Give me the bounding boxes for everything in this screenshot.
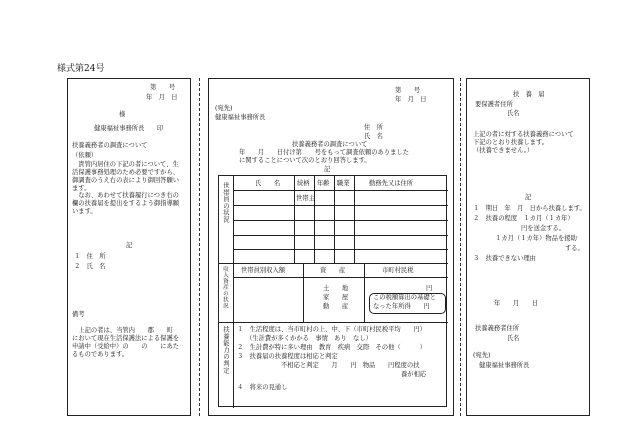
- asset-movable: 動 産: [323, 303, 349, 310]
- remarks-label: 備考: [72, 311, 85, 318]
- household-section-label: 世帯員の状況: [221, 182, 229, 223]
- reply-title: 扶養義務者の調査について: [292, 141, 368, 148]
- judgment-3c: 養が相応: [401, 371, 427, 378]
- request-panel: [67, 78, 191, 416]
- reply-to-label: (宛先): [215, 105, 233, 112]
- request-item-name: ２ 氏 名: [74, 263, 106, 270]
- addressee-suffix: 様: [119, 111, 126, 118]
- head-of-household: 世帯主: [296, 195, 315, 202]
- income-section-label: 収入資産の状況: [221, 266, 228, 309]
- asset-house: 家 屋: [323, 294, 349, 301]
- column-name: 氏 名: [255, 180, 281, 187]
- cut-line-right: [460, 78, 461, 416]
- reply-body-2: に関することについて次のとおり回答します。: [239, 157, 371, 164]
- column-relation: 続柄: [297, 180, 310, 187]
- judgment-section-label: 扶養能力の判定: [221, 326, 229, 374]
- remarks-text: 上記の者は、当管内 郡 町 において現在生活保護法による保護を 申請中（受給中）の の にあた るものであります。: [72, 327, 180, 358]
- support-notice-ki: 記: [525, 194, 532, 201]
- support-to-name: 健康福祉事務所長: [479, 362, 530, 369]
- request-ki: 記: [126, 242, 133, 249]
- tax-header: 市町村民税: [382, 267, 414, 274]
- support-extent-remit: 円を送金する。: [521, 225, 566, 232]
- support-notice-panel: [466, 78, 590, 416]
- form-number: 様式第24号: [57, 64, 105, 74]
- asset-land: 土 地: [323, 285, 349, 292]
- tax-basis-line2: なった年所得 円: [373, 303, 430, 310]
- reply-date: 年 月 日: [395, 96, 427, 103]
- judgment-2: ２ 生計費が特に多い理由 教育 疾病 交際 その他（ ）: [237, 344, 426, 351]
- column-age: 年齢: [317, 180, 330, 187]
- support-notice-date: 年 月 日: [494, 300, 539, 307]
- judgment-4: ４ 将来の見通し: [237, 384, 288, 391]
- request-item-address: １ 住 所: [74, 253, 106, 260]
- judgment-3b: 不相応と判定 月 円 物品 円程度の扶: [281, 362, 420, 369]
- applicant-name-label: 氏名: [507, 335, 520, 342]
- support-extent-goods: １カ月（１カ年）物品を援助: [495, 235, 577, 242]
- request-sender: 健康福祉事務所長 印: [94, 125, 164, 132]
- support-notice-title: 扶 養 届: [513, 91, 545, 98]
- tax-basis-line1: この税額算出の基礎と: [373, 294, 436, 301]
- column-workplace: 勤務先又は住所: [369, 180, 414, 187]
- request-number: 第 号: [150, 84, 176, 91]
- cut-line-left: [199, 78, 200, 416]
- reply-name-label: 氏 名: [364, 133, 383, 140]
- request-date: 年 月 日: [146, 94, 178, 101]
- recipient-address-label: 要保護者住所: [475, 101, 513, 108]
- assets-header: 資 産: [320, 267, 346, 274]
- support-extent-goods-end: する。: [565, 245, 584, 252]
- reply-body-1: 年 月 日付け第 号をもって調査依頼のありました: [239, 149, 410, 156]
- column-occupation: 職業: [337, 180, 350, 187]
- support-to-label: (宛先): [473, 352, 491, 359]
- request-subtitle: （依頼）: [72, 152, 98, 159]
- support-start-date: １ 期日 年 月 日から扶養します。: [473, 205, 586, 212]
- judgment-1b: （生計費が多くかかる 事情 あり なし）: [246, 335, 372, 342]
- reply-to-name: 健康福祉事務所長: [215, 114, 266, 121]
- investigation-table: [218, 175, 447, 407]
- reply-panel: [208, 78, 454, 416]
- support-extent: ２ 扶養の程度 １カ月（１カ年）: [473, 215, 574, 222]
- reply-address-label: 住 所: [364, 124, 383, 131]
- applicant-address-label: 扶養義務者住所: [475, 325, 520, 332]
- reply-number: 第 号: [395, 87, 421, 94]
- income-header: 世帯員別収入額: [241, 267, 286, 274]
- request-title: 扶養義務者の調査について: [72, 142, 148, 149]
- reply-ki: 記: [324, 166, 331, 173]
- support-notice-body: 上記の者に対する扶養義務について 下記のとおり扶養します。 （扶養できません。）: [473, 131, 574, 154]
- request-body: 貴管内居住の下記の者について、生 活保護事務処理のため必要ですから、 御調査のうえ右の表により御回答願い ます。 なお、あわせて扶養履行につき右の 欄の扶養届を提出をするよう御指導願 います。: [72, 161, 180, 216]
- judgment-3: ３ 扶養届の扶養程度は相応と判定: [237, 353, 338, 360]
- recipient-name-label: 氏名: [507, 110, 520, 117]
- unable-reason: ３ 扶養できない理由: [473, 255, 536, 262]
- tax-yen-unit: 円: [426, 285, 433, 292]
- judgment-1a: １ 生活程度は、当市町村の上、中、下（市町村民税平均 円）: [237, 326, 426, 333]
